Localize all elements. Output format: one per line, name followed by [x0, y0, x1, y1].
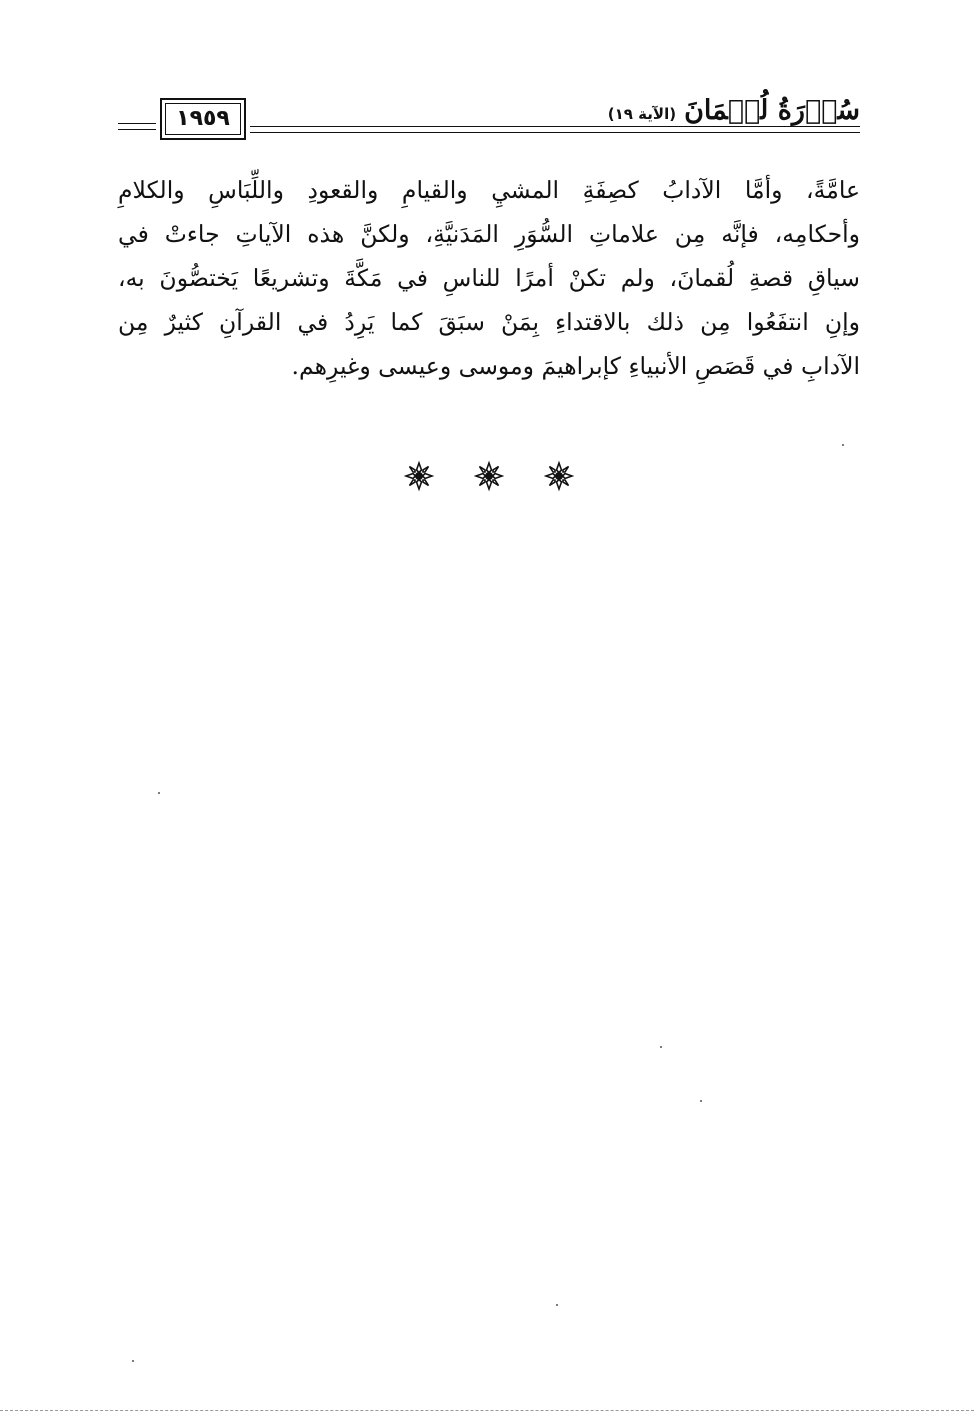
scan-speck [842, 444, 844, 446]
page-header [118, 92, 860, 154]
header-rule-right [250, 126, 860, 133]
header-rule-left-bottom [118, 129, 156, 130]
scan-speck [158, 792, 160, 794]
text-line: عامَّةً، وأمَّا الآدابُ كصِفَةِ المشيِ والقيامِ والقعودِ واللِّبَاسِ والكلامِ [118, 176, 860, 204]
scan-speck [132, 1360, 134, 1362]
scan-speck [660, 1046, 662, 1048]
scan-speck [700, 1100, 702, 1102]
text-line: الآدابِ في قَصَصِ الأنبياءِ كإبراهيمَ وموسى وعيسى وغيرِهم. [291, 352, 860, 380]
ayah-reference: (الآية ١٩) [607, 105, 677, 123]
surah-name: سُوۡرَةُ لُقۡمَانَ [684, 95, 860, 126]
flower-ornament-icon [404, 461, 434, 491]
section-separator [404, 459, 574, 493]
flower-ornament-icon [544, 461, 574, 491]
header-rule-left-top [118, 123, 156, 124]
page-bottom-edge [0, 1410, 974, 1411]
page-number-box [160, 98, 246, 140]
text-line: وأحكامِه، فإنَّه مِن علاماتِ السُّوَرِ المَدَنيَّةِ، ولكنَّ هذه الآياتِ جاءتْ في [118, 220, 860, 248]
flower-ornament-icon [474, 461, 504, 491]
text-line: وإنِ انتفَعُوا مِن ذلك بالاقتداءِ بِمَنْ سبَقَ كما يَرِدُ في القرآنِ كثيرٌ مِن [118, 308, 860, 336]
scan-speck [556, 1304, 558, 1306]
body-text [118, 168, 860, 388]
header-title [608, 96, 860, 126]
page-number: ١٩٥٩ [176, 106, 230, 131]
text-line: سياقِ قصةِ لُقمانَ، ولم تكنْ أمرًا للناسِ في مَكَّةَ وتشريعًا يَختصُّونَ به، [118, 264, 860, 292]
